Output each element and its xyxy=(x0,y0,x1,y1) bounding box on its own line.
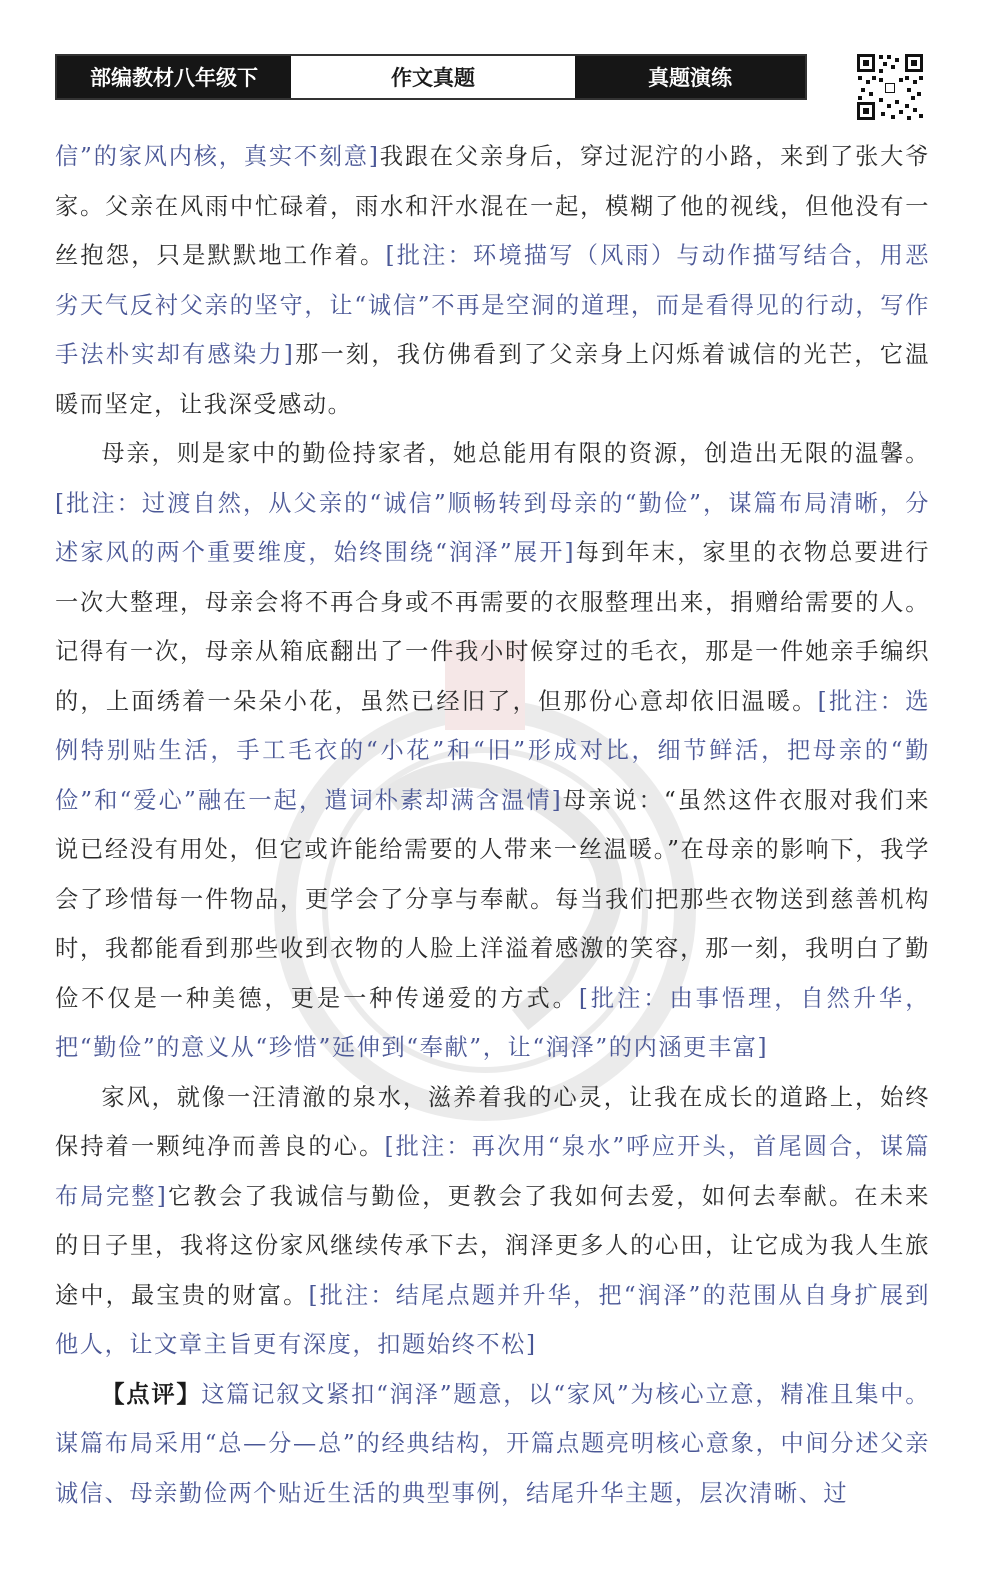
annotation-text: 信”的家风内核，真实不刻意] xyxy=(55,143,380,170)
essay-paragraph xyxy=(55,429,930,1073)
qr-code-icon xyxy=(855,52,925,122)
annotation-text: [批注：由事悟理，自然升华，把“勤俭”的意义从“珍惜”延伸到“奉献”，让“润泽”的内涵更丰富] xyxy=(55,984,931,1061)
body-text: 它教会了我诚信与勤俭，更教会了我如何去爱，如何去奉献。在未来的日子里，我将这份家风继续传承下去，润泽更多人的心田，让它成为我人生旅途中，最宝贵的财富。 xyxy=(55,1182,931,1309)
essay-body xyxy=(55,132,930,1518)
header-bar xyxy=(55,54,807,100)
annotation-text: [批注：选例特别贴生活，手工毛衣的“小花”和“旧”形成对比，细节鲜活，把母亲的“勤俭”和“爱心”融在一起，遣词朴素却满含温情] xyxy=(55,687,931,814)
header-practice-label: 真题演练 xyxy=(575,56,805,98)
annotation-text: 这篇记叙文紧扣“润泽”题意，以“家风”为核心立意，精准且集中。谋篇布局采用“总—分—总”的经典结构，开篇点题亮明核心意象，中间分述父亲诚信、母亲勤俭两个贴近生活的典型事例，结尾升华主题，层次清晰、过 xyxy=(55,1380,930,1507)
body-text: 我跟在父亲身后，穿过泥泞的小路，来到了张大爷家。父亲在风雨中忙碌着，雨水和汗水混在一起，模糊了他的视线，但他没有一丝抱怨，只是默默地工作着。 xyxy=(55,143,930,269)
annotation-text: [批注：再次用“泉水”呼应开头，首尾圆合，谋篇布局完整] xyxy=(55,1133,930,1210)
body-text: 家风，就像一汪清澈的泉水，滋养着我的心灵，让我在成长的道路上，始终保持着一颗纯净而善良的心。 xyxy=(55,1083,930,1160)
annotation-text: [批注：环境描写（风雨）与动作描写结合，用恶劣天气反衬父亲的坚守，让“诚信”不再是空洞的道理，而是看得见的行动，写作手法朴实却有感染力] xyxy=(55,242,930,368)
body-text: 母亲，则是家中的勤俭持家者，她总能用有限的资源，创造出无限的温馨。 xyxy=(101,440,930,467)
header-section-title: 作文真题 xyxy=(291,56,575,98)
body-text: 那一刻，我仿佛看到了父亲身上闪烁着诚信的光芒，它温暖而坚定，让我深受感动。 xyxy=(55,341,931,418)
body-text: 母亲说：“虽然这件衣服对我们来说已经没有用处，但它或许能给需要的人带来一丝温暖。”在母亲的影响下，我学会了珍惜每一件物品，更学会了分享与奉献。每当我们把那些衣物送到慈善机构时，我都能看到那些收到衣物的人脸上洋溢着感激的笑容，那一刻，我明白了勤俭不仅是一种美德，更是一种传递爱的方式。 xyxy=(55,786,930,1012)
annotation-text: [批注：结尾点题并升华，把“润泽”的范围从自身扩展到他人，让文章主旨更有深度，扣题始终不松] xyxy=(55,1281,930,1358)
essay-paragraph xyxy=(55,1370,930,1519)
header-grade-label: 部编教材八年级下 xyxy=(57,56,291,98)
essay-paragraph xyxy=(55,1073,930,1370)
review-label: 【点评】 xyxy=(101,1380,202,1408)
annotation-text: [批注：过渡自然，从父亲的“诚信”顺畅转到母亲的“勤俭”，谋篇布局清晰，分述家风的两个重要维度，始终围绕“润泽”展开] xyxy=(55,489,930,566)
body-text: 每到年末，家里的衣物总要进行一次大整理，母亲会将不再合身或不再需要的衣服整理出来，捐赠给需要的人。记得有一次，母亲从箱底翻出了一件我小时候穿过的毛衣，那是一件她亲手编织的，上面绣着一朵朵小花，虽然已经旧了，但那份心意却依旧温暖。 xyxy=(55,539,930,715)
essay-paragraph xyxy=(55,132,930,429)
